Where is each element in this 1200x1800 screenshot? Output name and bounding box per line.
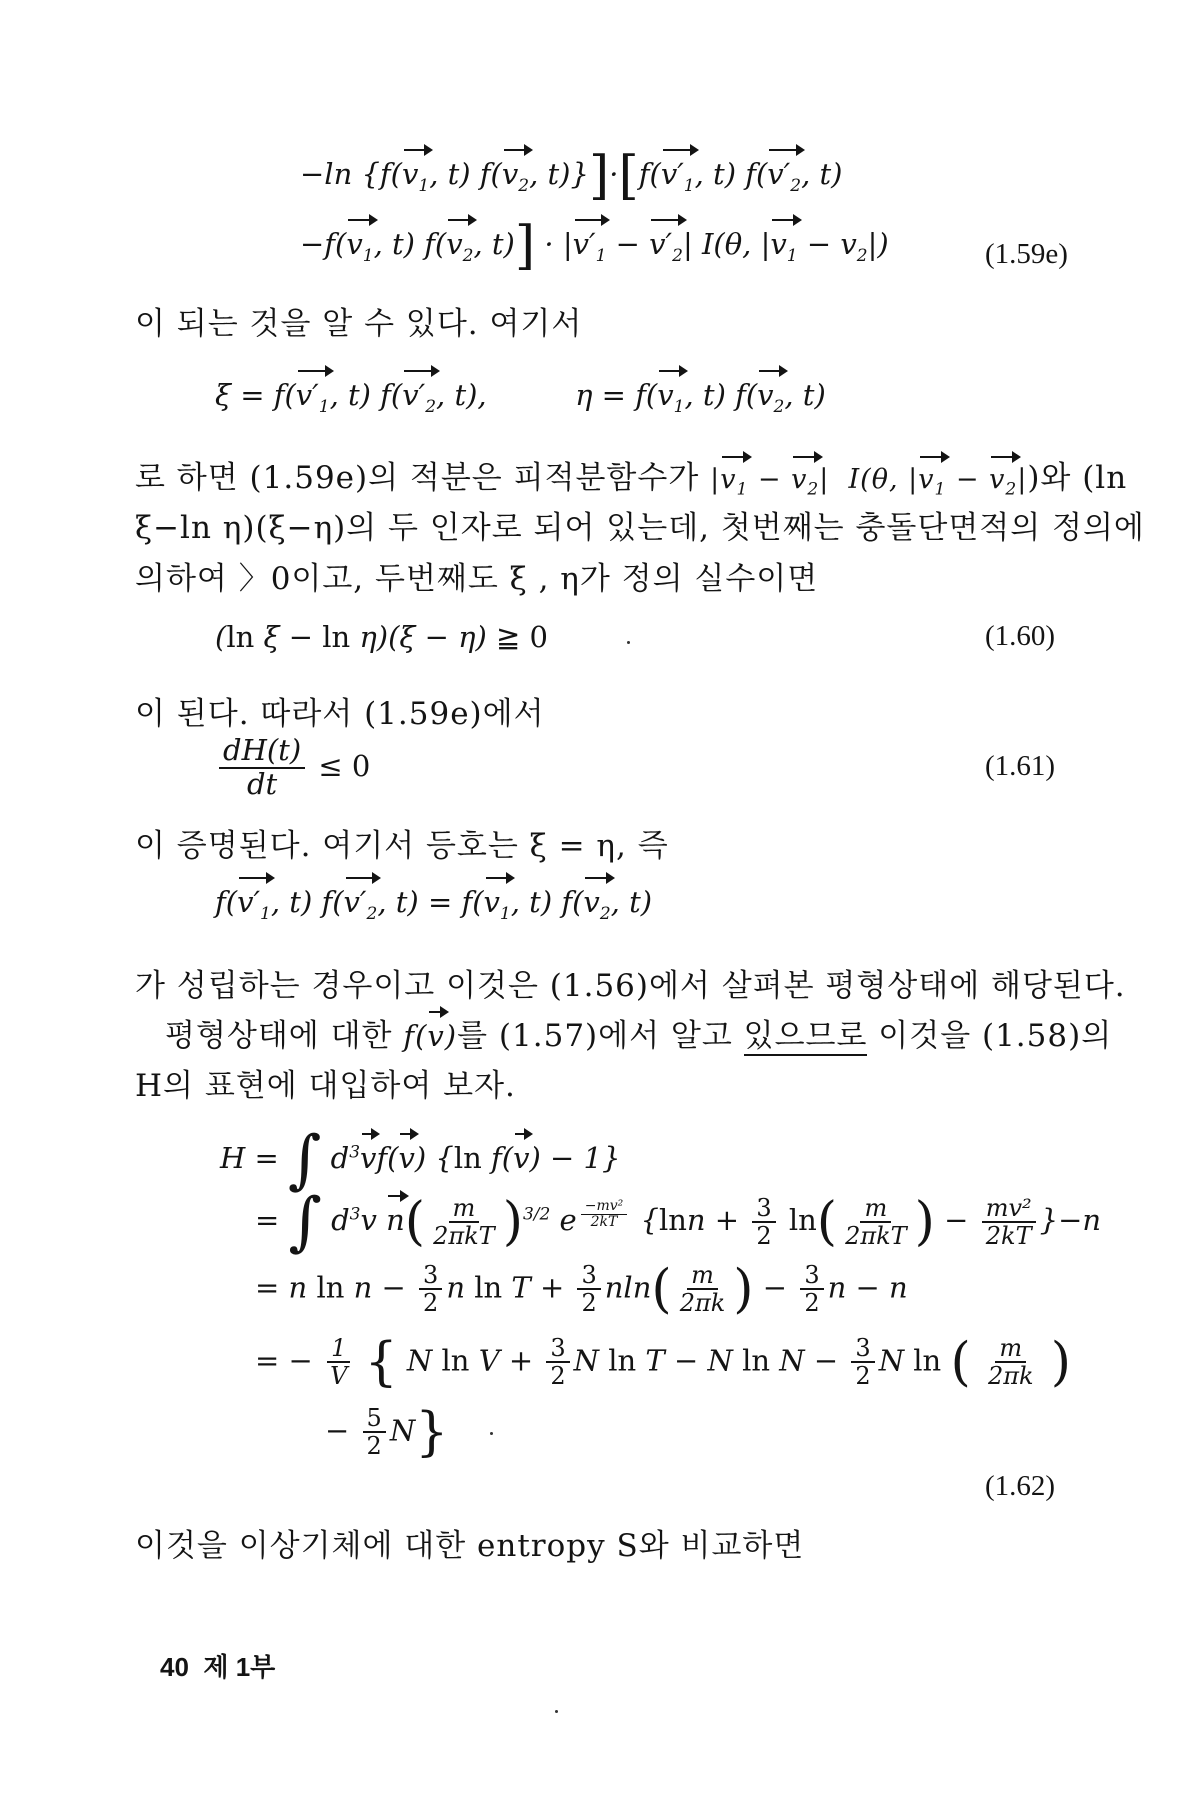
paragraph-line-8: 평형상태에 대한 f(v)를 (1.57)에서 알고 있으므로 이것을 (1.58)의 bbox=[165, 1018, 1113, 1054]
equation-xi-eta-definition: $\xi = f(v'_1$, t) $f(v'_2$, t), $\eta = f(v_1$, t) $f(v_2$, t) bbox=[215, 378, 826, 417]
stray-dot bbox=[627, 641, 630, 644]
paragraph-line-4: 의하여 〉0이고, 두번째도 ξ , η가 정의 실수이면 bbox=[135, 561, 819, 597]
paragraph-line-8-d: 이것을 (1.58)의 bbox=[878, 1018, 1113, 1054]
paragraph-line-5: 이 된다. 따라서 (1.59e)에서 bbox=[135, 696, 545, 732]
paragraph-line-10: 이것을 이상기체에 대한 entropy S와 비교하면 bbox=[135, 1528, 805, 1564]
stray-dot bbox=[555, 1710, 558, 1713]
equation-1-62-line-5: − $\frac{5}{2}$ N} bbox=[325, 1402, 449, 1463]
part-label: 제 1부 bbox=[203, 1652, 276, 1682]
paragraph-line-8-a: 평형상태에 대한 bbox=[165, 1018, 393, 1054]
equation-equality-condition: $f(v'_1$, t) $f(v'_2$, $t) = f(v_1$, t) $f(v_2$, t) bbox=[215, 885, 653, 924]
equation-1-60: (ln ξ − ln η)(ξ − η) ≧ 0 bbox=[215, 620, 548, 654]
paragraph-line-1: 이 되는 것을 알 수 있다. 여기서 bbox=[135, 306, 583, 342]
paragraph-line-8-b: 를 (1.57)에서 알고 bbox=[457, 1018, 733, 1054]
paragraph-line-3: ξ−ln η)(ξ−η)의 두 인자로 되어 있는데, 첫번째는 충돌단면적의 정의에 bbox=[135, 510, 1145, 546]
page-footer bbox=[160, 1647, 275, 1684]
equation-number-1-60: (1.60) bbox=[985, 620, 1056, 652]
equation-number-1-62: (1.62) bbox=[985, 1470, 1056, 1502]
equation-1-62-line-2: = ∫ $d^3v$ n( $\frac{m}{\text{2πkT}}$ )$^{3/2}$ e $^{\frac{\text{−mv²}}{2kT}}$ {lnn + $\frac{3}{2}$ ln( $\frac{m}{\text{2πkT}}$ ) − $\frac{\text{mv²}}{2kT}$ }−n bbox=[255, 1185, 1102, 1259]
page-number: 40 bbox=[160, 1652, 189, 1682]
paragraph-line-6: 이 증명된다. 여기서 등호는 ξ = η, 즉 bbox=[135, 828, 669, 864]
paragraph-line-7: 가 성립하는 경우이고 이것은 (1.56)에서 살펴본 평형상태에 해당된다. bbox=[135, 968, 1126, 1004]
paragraph-line-2: 로 하면 (1.59e)의 적분은 피적분함수가 $|v_1 - v_2|$ I(θ, $|v_1 - v_2|$)와 (ln bbox=[135, 460, 1128, 500]
equation-1-62-line-1: H = ∫ $d^3vf(v)$ {ln f(v) − 1} bbox=[220, 1123, 621, 1197]
equation-1-62-line-3: = n ln n − $\frac{3}{2}$ n ln T + $\frac{3}{2}$ nln( $\frac{m}{2\pi k}$ ) − $\frac{3}{2}$ n − n bbox=[255, 1259, 908, 1320]
equation-number-1-61: (1.61) bbox=[985, 750, 1056, 782]
equation-1-62-line-4: = − $\frac{1}{V}$ { N ln V + $\frac{3}{2}$ N ln T − N ln N − $\frac{3}{2}$ N ln ( $\frac{m}{2\pi k}$ ) bbox=[255, 1332, 1072, 1393]
stray-dot bbox=[490, 1432, 493, 1435]
paragraph-line-2-end: )와 (ln bbox=[1027, 460, 1128, 496]
equation-1-61: $\frac{dH(t)}{dt}$ ≤ 0 bbox=[215, 735, 370, 801]
paragraph-line-2-start: 로 하면 (1.59e)의 적분은 피적분함수가 bbox=[135, 460, 700, 496]
equation-1-59e-line-2: $-f(v_1$, t) $f(v_2$, $t)] \cdot |v'_1 - v'_2|$ I(θ, $|v_1 - v_2|$) bbox=[300, 216, 889, 276]
equation-number-1-59e: (1.59e) bbox=[985, 238, 1068, 270]
equation-1-59e-line-1: −ln {$f(v_1$, t) $f(v_2$, $t)\}]\cdot[f(v'_1$, t) $f(v'_2$, t) bbox=[300, 146, 843, 206]
paragraph-line-9: H의 표현에 대입하여 보자. bbox=[135, 1068, 516, 1104]
paragraph-line-8-underlined: 있으므로 bbox=[743, 1018, 868, 1054]
